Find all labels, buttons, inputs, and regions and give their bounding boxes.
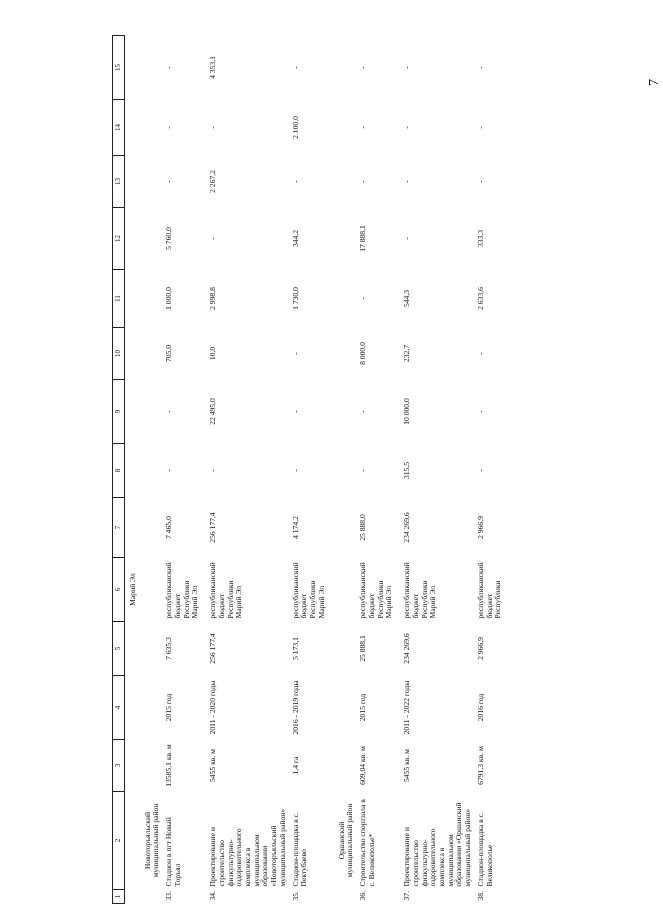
year-value-cell: -: [290, 352, 300, 355]
period-cell: 2016 - 2019 годы: [290, 680, 300, 735]
period-cell: 2011 - 2022 годы: [402, 680, 412, 735]
col-number: 13: [113, 156, 125, 208]
row-number-cell: 36.: [358, 891, 368, 901]
row-number-cell: 34.: [208, 891, 218, 901]
funding-source-cell: республиканский бюджет Республики: [475, 562, 503, 619]
table-row: [290, 36, 334, 904]
period-cell: 2015 год: [358, 693, 368, 722]
year-value-cell: -: [402, 66, 412, 69]
funding-source-cell: республиканский бюджет Республики Марий Эл: [208, 562, 244, 619]
year-value-cell: -: [358, 297, 368, 300]
col-number: 15: [113, 36, 125, 100]
year-value-cell: -: [402, 126, 412, 129]
year-value-cell: 232,7: [402, 344, 412, 363]
year-value-cell: -: [358, 469, 368, 472]
section-spacer: [334, 36, 357, 792]
amount-total-cell: 4 174,2: [290, 516, 300, 539]
year-value-cell: -: [208, 126, 218, 129]
capacity-cell: 5455 кв. м: [208, 749, 218, 782]
year-value-cell: 22 495,0: [208, 398, 218, 425]
funding-source-cell: республиканский бюджет Республики Марий Эл: [290, 562, 326, 619]
year-value-cell: -: [358, 180, 368, 183]
rotated-table-page: [112, 36, 570, 904]
year-value-cell: -: [208, 469, 218, 472]
section-header-row: [334, 36, 357, 904]
year-value-cell: -: [358, 126, 368, 129]
col-number: 5: [113, 622, 125, 676]
year-value-cell: -: [475, 410, 485, 413]
year-value-cell: -: [208, 237, 218, 240]
period-cell: 2016 год: [475, 693, 485, 722]
year-value-cell: 2 100,0: [290, 116, 300, 139]
amount-total-cell: 2 966,9: [475, 516, 485, 539]
col-number: 2: [113, 792, 125, 890]
object-name-cell: Проектирование и строительство физкультурно-оздоровительного комплекса в муниципальном образовании «Оршанский муниципальный район»: [402, 802, 473, 887]
table-row: [357, 36, 401, 904]
total-cost-cell: 256 177,4: [208, 633, 218, 664]
section-spacer: [125, 36, 140, 558]
object-name-cell: Стадион в пгт Новый Торъял: [164, 817, 182, 887]
col-number: 14: [113, 100, 125, 156]
capacity-cell: 6791,3 кв. м: [475, 746, 485, 785]
year-value-cell: -: [475, 180, 485, 183]
year-value-cell: 705,0: [164, 344, 174, 363]
year-value-cell: 544,3: [402, 289, 412, 308]
capacity-cell: 1,4 га: [290, 756, 300, 775]
amount-total-cell: 234 269,6: [402, 512, 412, 543]
year-value-cell: 4 353,1: [208, 56, 218, 79]
year-value-cell: 1 730,0: [290, 287, 300, 310]
total-cost-cell: 5 173,1: [290, 637, 300, 660]
row-number-cell: 33.: [164, 891, 174, 901]
capacity-cell: 13585,1 кв. м: [164, 744, 174, 787]
capacity-cell: 609,04 кв. м: [358, 746, 368, 785]
object-name-cell: Стадион-площадка в с. Пектубаево: [290, 812, 309, 887]
year-value-cell: 333,3: [475, 229, 485, 248]
year-value-cell: -: [164, 126, 174, 129]
year-value-cell: 8 000,0: [358, 342, 368, 365]
year-value-cell: -: [290, 66, 300, 69]
construction-program-table: [112, 35, 519, 904]
section-title: Новоторъяльский муниципальный район: [142, 803, 161, 878]
year-value-cell: -: [290, 180, 300, 183]
row-number-cell: 37.: [402, 891, 412, 901]
year-value-cell: -: [475, 469, 485, 472]
year-value-cell: -: [290, 469, 300, 472]
year-value-cell: -: [164, 180, 174, 183]
col-number: 6: [113, 558, 125, 622]
year-value-cell: -: [290, 410, 300, 413]
col-number: 10: [113, 328, 125, 380]
row-number-cell: 38.: [475, 891, 485, 901]
year-value-cell: 5 760,0: [164, 227, 174, 250]
col-number: 9: [113, 380, 125, 444]
year-value-cell: 17 888,1: [358, 225, 368, 252]
period-cell: 2011 - 2020 годы: [208, 680, 218, 735]
section-title: Марий Эл: [128, 573, 137, 606]
year-value-cell: -: [475, 126, 485, 129]
year-value-cell: -: [358, 66, 368, 69]
object-name-cell: Проектирование и строительство физкультурно-оздоровительного комплекса в муниципальном образовании «Новоторъяльский муниципальный район»: [208, 808, 287, 887]
year-value-cell: 2 998,8: [208, 287, 218, 310]
year-value-cell: 1 000,0: [164, 287, 174, 310]
section-spacer: [140, 890, 163, 904]
section-spacer: [334, 890, 357, 904]
col-number: 3: [113, 740, 125, 792]
amount-total-cell: 7 465,0: [164, 516, 174, 539]
year-value-cell: -: [402, 237, 412, 240]
table-row: [207, 36, 289, 904]
total-cost-cell: 7 635,3: [164, 637, 174, 660]
year-value-cell: 2 267,2: [208, 170, 218, 193]
col-number: 7: [113, 498, 125, 558]
section-spacer: [125, 622, 140, 904]
section-spacer: [140, 36, 163, 792]
amount-total-cell: 25 888,0: [358, 514, 368, 541]
year-value-cell: -: [475, 66, 485, 69]
year-value-cell: 344,2: [290, 229, 300, 248]
table-row: [163, 36, 207, 904]
object-name-cell: Стадион-площадка в с. Великополье: [475, 812, 494, 887]
total-cost-cell: 25 888,1: [358, 635, 368, 662]
year-value-cell: -: [358, 410, 368, 413]
year-value-cell: 2 633,6: [475, 287, 485, 310]
col-number: 8: [113, 444, 125, 498]
section-header-row: [125, 36, 140, 904]
col-number: 1: [113, 890, 125, 904]
year-value-cell: -: [164, 469, 174, 472]
year-value-cell: -: [164, 410, 174, 413]
year-value-cell: -: [475, 352, 485, 355]
object-name-cell: Строительство спортзала в с. Великополье*: [358, 799, 376, 887]
total-cost-cell: 234 269,6: [402, 633, 412, 664]
year-value-cell: -: [164, 66, 174, 69]
year-value-cell: -: [402, 180, 412, 183]
funding-source-cell: республиканский бюджет Республики Марий Эл: [402, 562, 438, 619]
table-row: [401, 36, 475, 904]
col-number: 11: [113, 270, 125, 328]
column-number-row: [113, 36, 125, 904]
funding-source-cell: республиканский бюджет Республики Марий Эл: [164, 562, 200, 619]
period-cell: 2015 год: [164, 693, 174, 722]
year-value-cell: 10 000,0: [402, 398, 412, 425]
table-row: [475, 36, 519, 904]
funding-source-cell: республиканский бюджет Республики Марий Эл: [358, 562, 394, 619]
year-value-cell: 315,5: [402, 461, 412, 480]
section-header-row: [140, 36, 163, 904]
section-title: Оршанский муниципальный район: [336, 803, 355, 878]
capacity-cell: 5455 кв. м: [402, 749, 412, 782]
page-number: 7: [647, 79, 662, 86]
total-cost-cell: 2 966,9: [475, 637, 485, 660]
col-number: 4: [113, 676, 125, 740]
col-number: 12: [113, 208, 125, 270]
year-value-cell: 10,0: [208, 346, 218, 361]
row-number-cell: 35.: [290, 891, 300, 901]
amount-total-cell: 256 177,4: [208, 512, 218, 543]
